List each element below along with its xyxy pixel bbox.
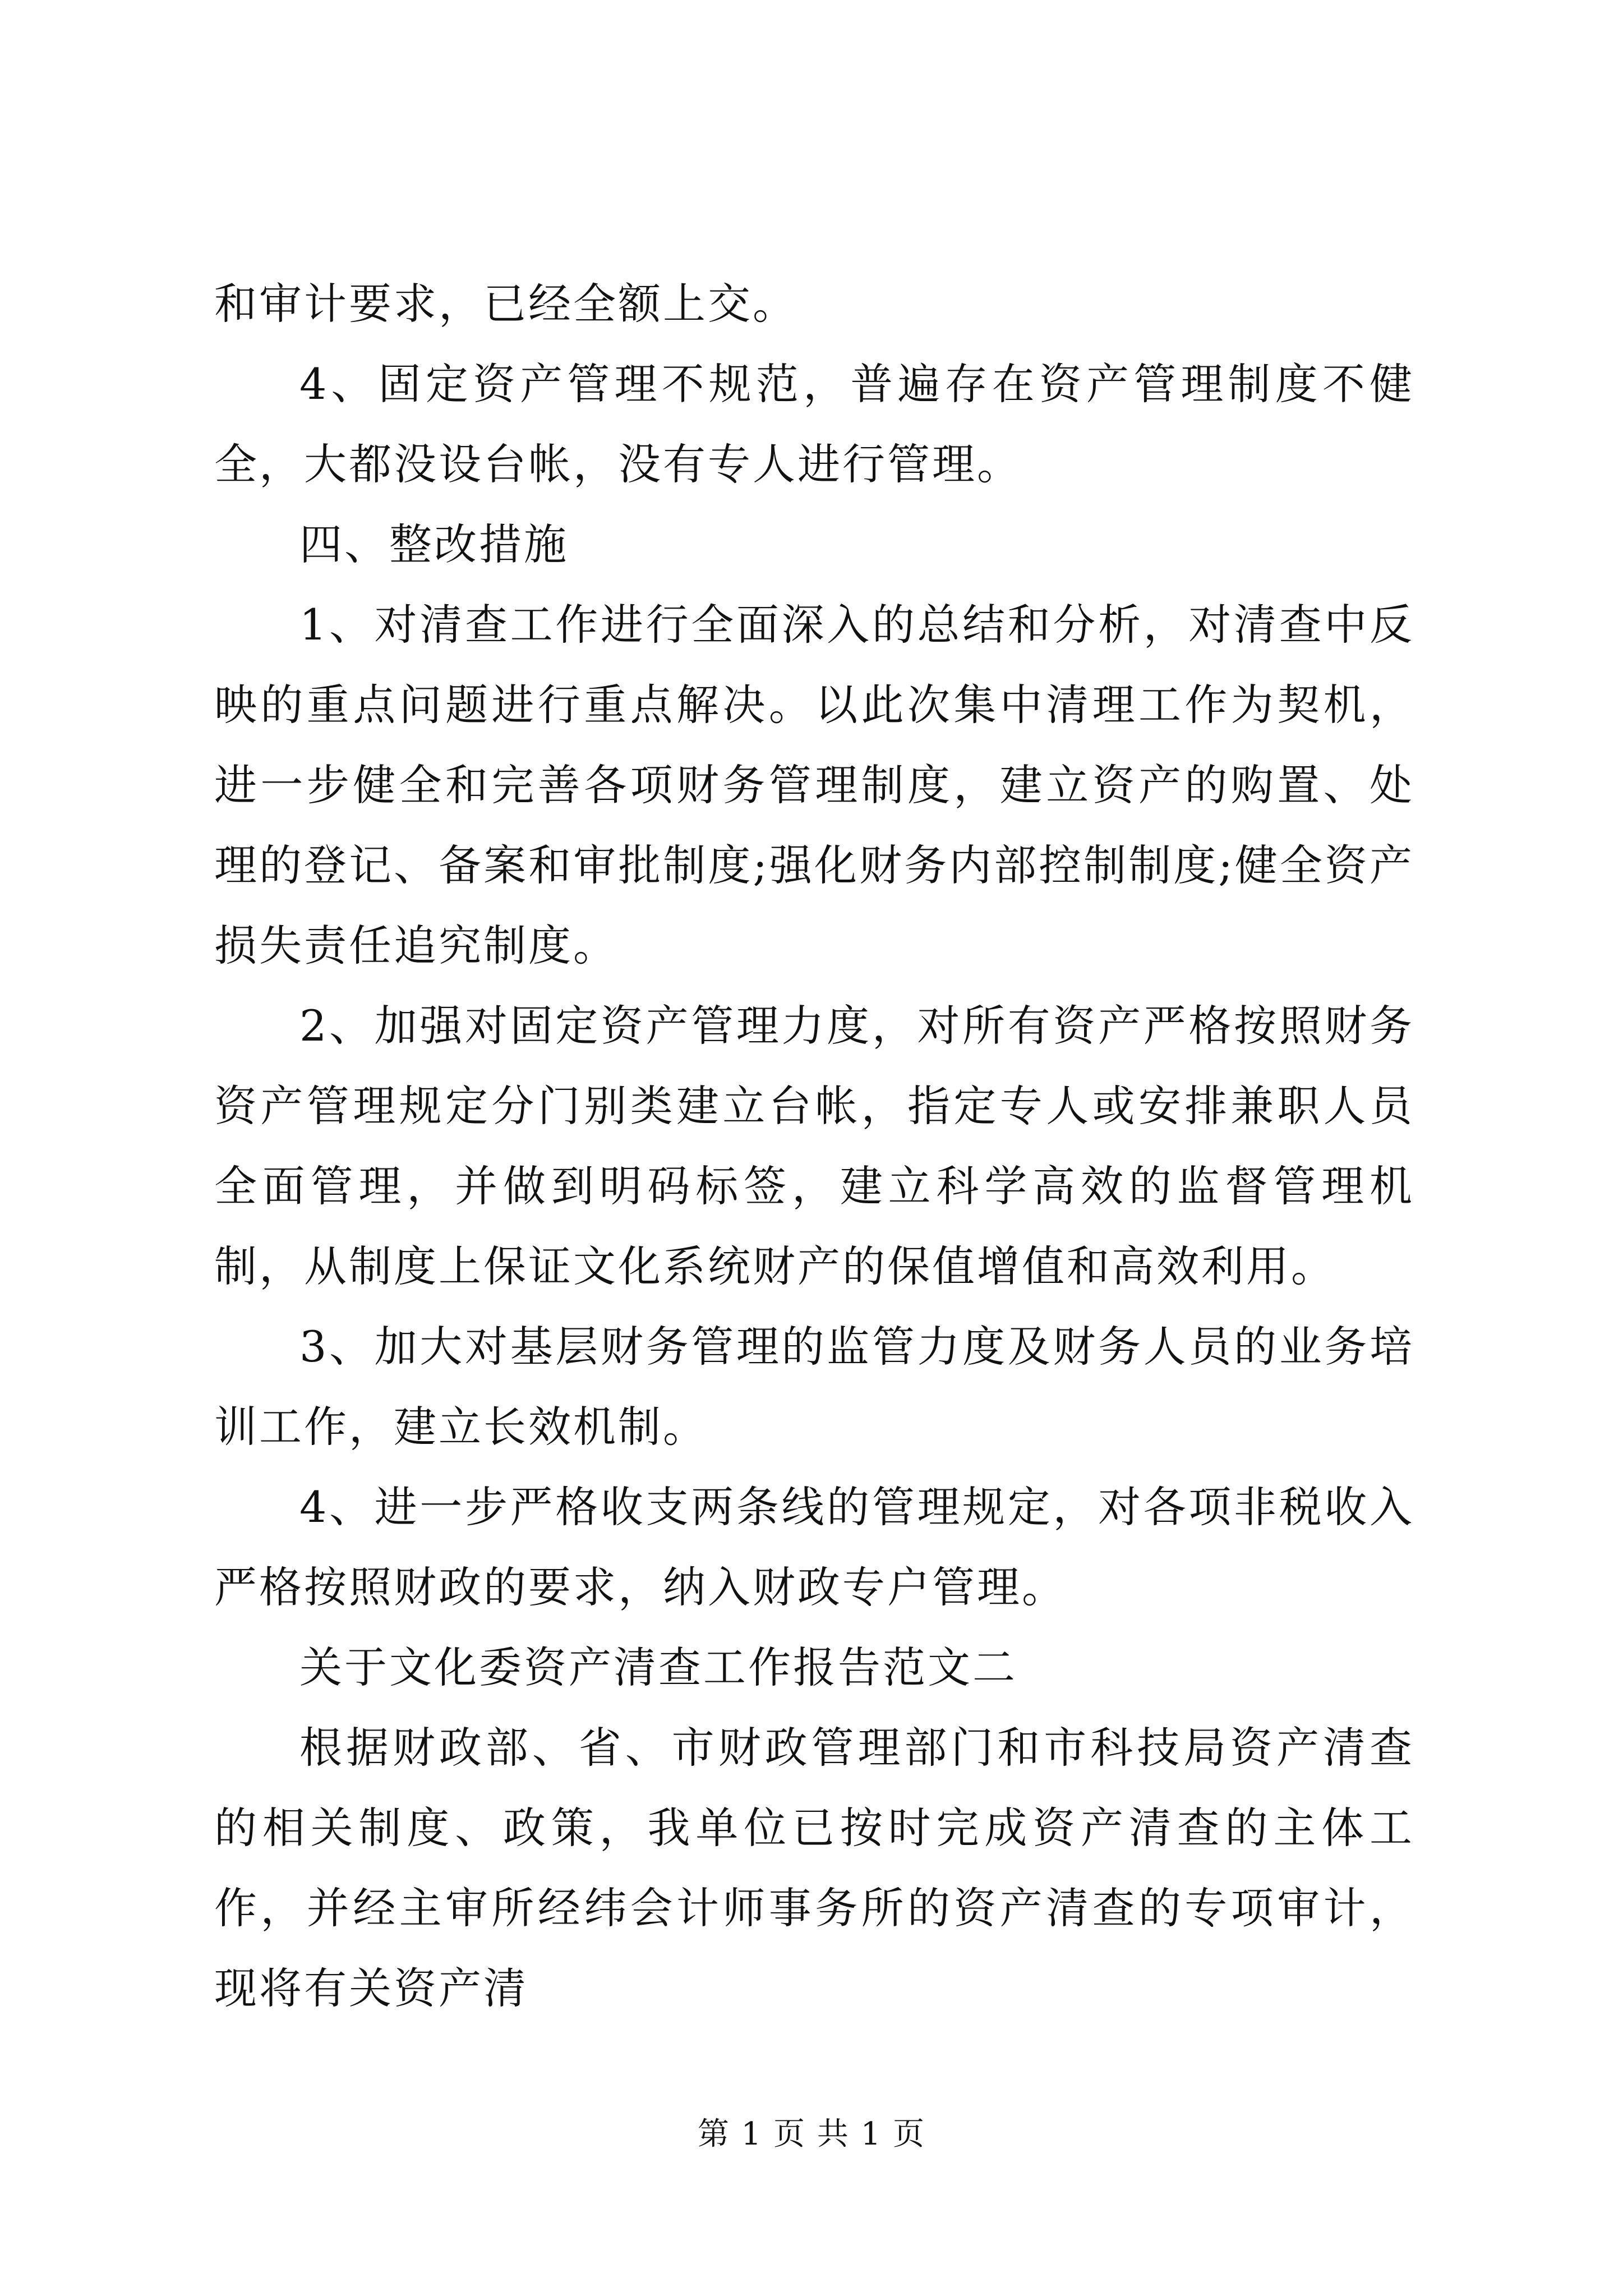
document-body bbox=[214, 264, 1414, 2028]
paragraph-measure-3: 3、加大对基层财务管理的监管力度及财务人员的业务培训工作，建立长效机制。 bbox=[214, 1322, 1414, 1452]
paragraph-article-2-intro: 根据财政部、省、市财政管理部门和市科技局资产清查的相关制度、政策，我单位已按时完成资产清查的主体工作，并经主审所经纬会计师事务所的资产清查的专项审计，现将有关资产清 bbox=[214, 1723, 1414, 2013]
page-footer: 第 1 页 共 1 页 bbox=[697, 2116, 926, 2152]
paragraph-measure-4: 4、进一步严格收支两条线的管理规定，对各项非税收入严格按照财政的要求，纳入财政专户管理。 bbox=[214, 1482, 1414, 1612]
paragraph-measure-1: 1、对清查工作进行全面深入的总结和分析，对清查中反映的重点问题进行重点解决。以此次集中清理工作为契机，进一步健全和完善各项财务管理制度，建立资产的购置、处理的登记、备案和审批制度;强化财务内部控制制度;健全资产损失责任追究制度。 bbox=[214, 600, 1414, 970]
section-heading-rectification: 四、整改措施 bbox=[299, 519, 569, 569]
article-title-2: 关于文化委资产清查工作报告范文二 bbox=[299, 1642, 1017, 1692]
paragraph-measure-2: 2、加强对固定资产管理力度，对所有资产严格按照财务资产管理规定分门别类建立台帐，指定专人或安排兼职人员全面管理，并做到明码标签，建立科学高效的监督管理机制，从制度上保证文化系统财产的保值增值和高效利用。 bbox=[214, 1001, 1414, 1291]
paragraph-issue-4-fixed-assets: 4、固定资产管理不规范，普遍存在资产管理制度不健全，大都没设台帐，没有专人进行管理。 bbox=[214, 359, 1414, 489]
paragraph-audit-requirement: 和审计要求，已经全额上交。 bbox=[214, 279, 797, 329]
